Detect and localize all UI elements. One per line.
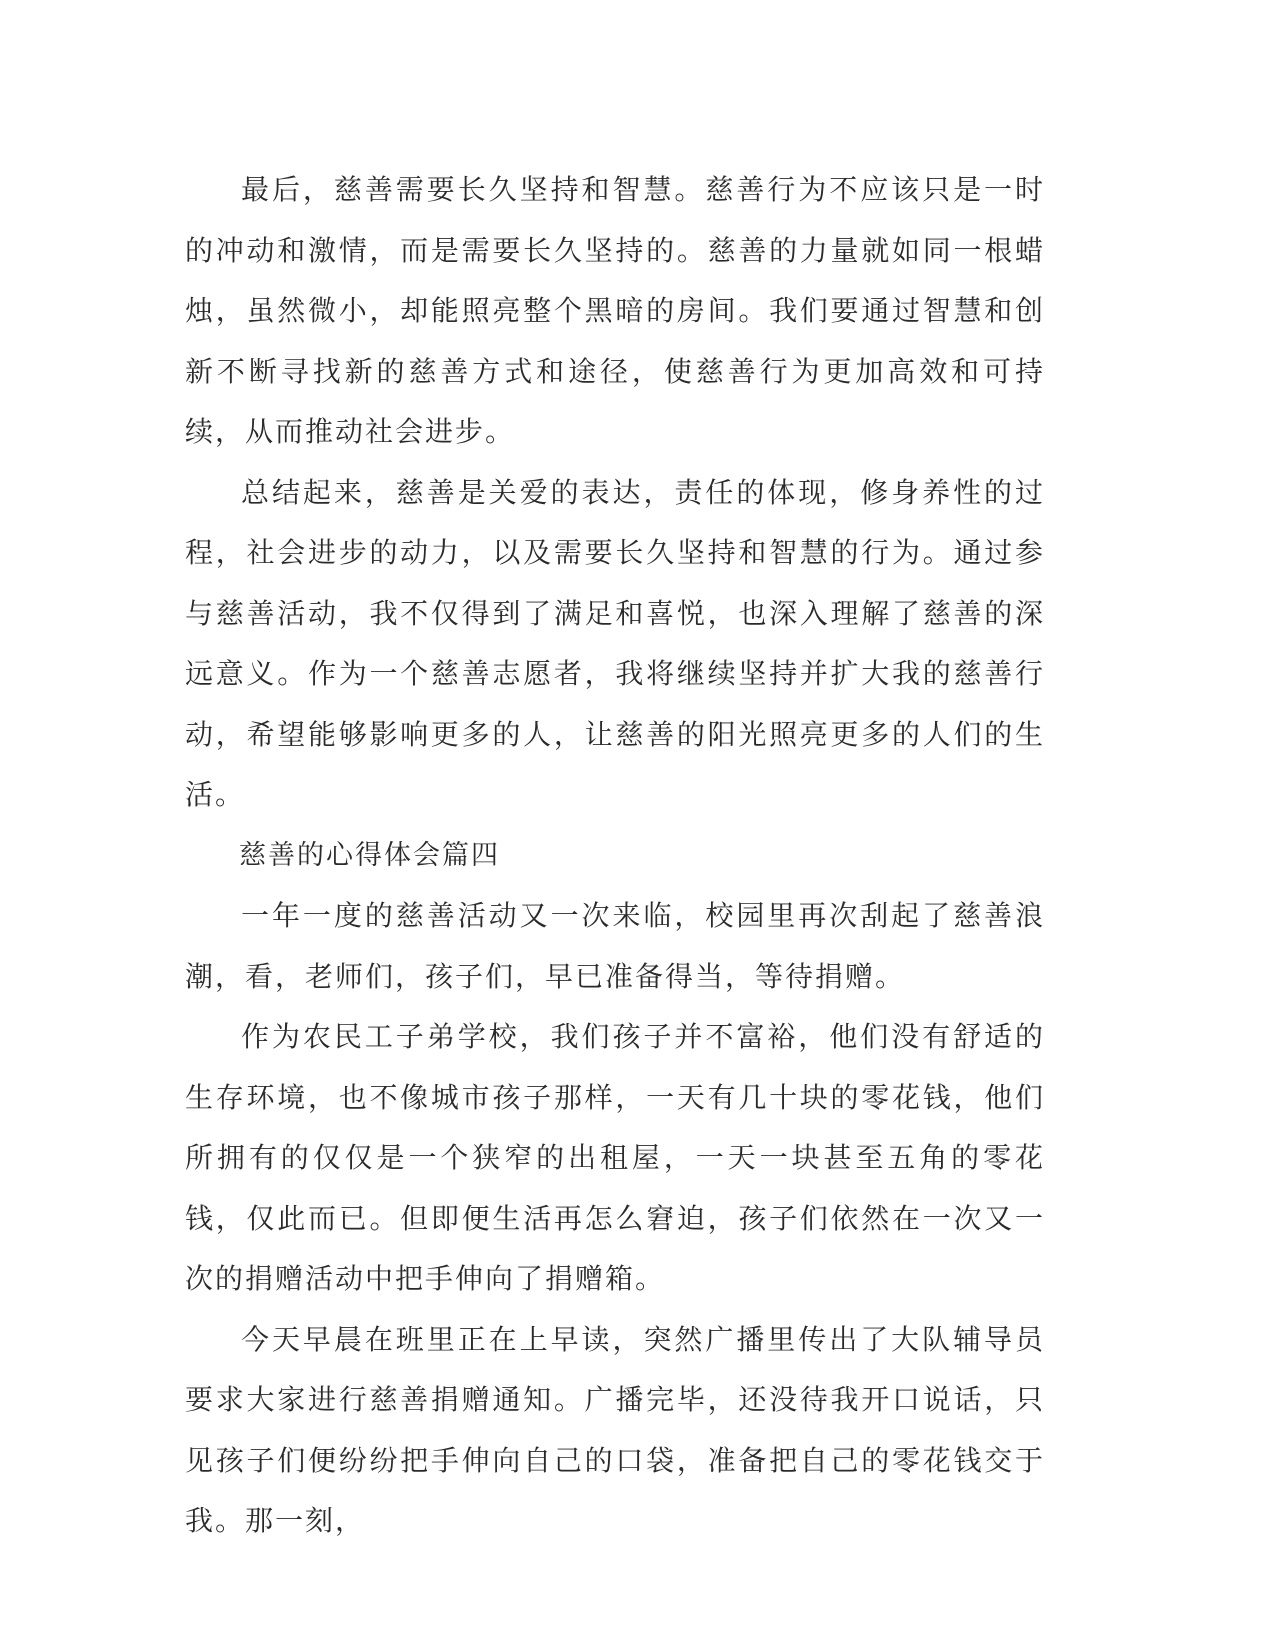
section-heading: 慈善的心得体会篇四 bbox=[239, 839, 500, 871]
paragraph: 最后，慈善需要长久坚持和智慧。慈善行为不应该只是一时的冲动和激情，而是需要长久坚持的。慈善的力量就如同一根蜡烛，虽然微小，却能照亮整个黑暗的房间。我们要通过智慧和创新不断寻找新的慈善方式和途径，使慈善行为更加高效和可持续，从而推动社会进步。 bbox=[185, 173, 1045, 448]
document-body bbox=[185, 160, 1045, 1552]
paragraph: 总结起来，慈善是关爱的表达，责任的体现，修身养性的过程，社会进步的动力，以及需要长久坚持和智慧的行为。通过参与慈善活动，我不仅得到了满足和喜悦，也深入理解了慈善的深远意义。作为一个慈善志愿者，我将继续坚持并扩大我的慈善行动，希望能够影响更多的人，让慈善的阳光照亮更多的人们的生活。 bbox=[185, 475, 1045, 811]
paragraph: 一年一度的慈善活动又一次来临，校园里再次刮起了慈善浪潮，看，老师们，孩子们，早已准备得当，等待捐赠。 bbox=[185, 899, 1045, 993]
paragraph: 今天早晨在班里正在上早读，突然广播里传出了大队辅导员要求大家进行慈善捐赠通知。广播完毕，还没待我开口说话，只见孩子们便纷纷把手伸向自己的口袋，准备把自己的零花钱交于我。那一刻， bbox=[185, 1322, 1045, 1537]
paragraph: 作为农民工子弟学校，我们孩子并不富裕，他们没有舒适的生存环境，也不像城市孩子那样，一天有几十块的零花钱，他们所拥有的仅仅是一个狭窄的出租屋，一天一块甚至五角的零花钱，仅此而已。但即便生活再怎么窘迫，孩子们依然在一次又一次的捐赠活动中把手伸向了捐赠箱。 bbox=[185, 1020, 1045, 1295]
